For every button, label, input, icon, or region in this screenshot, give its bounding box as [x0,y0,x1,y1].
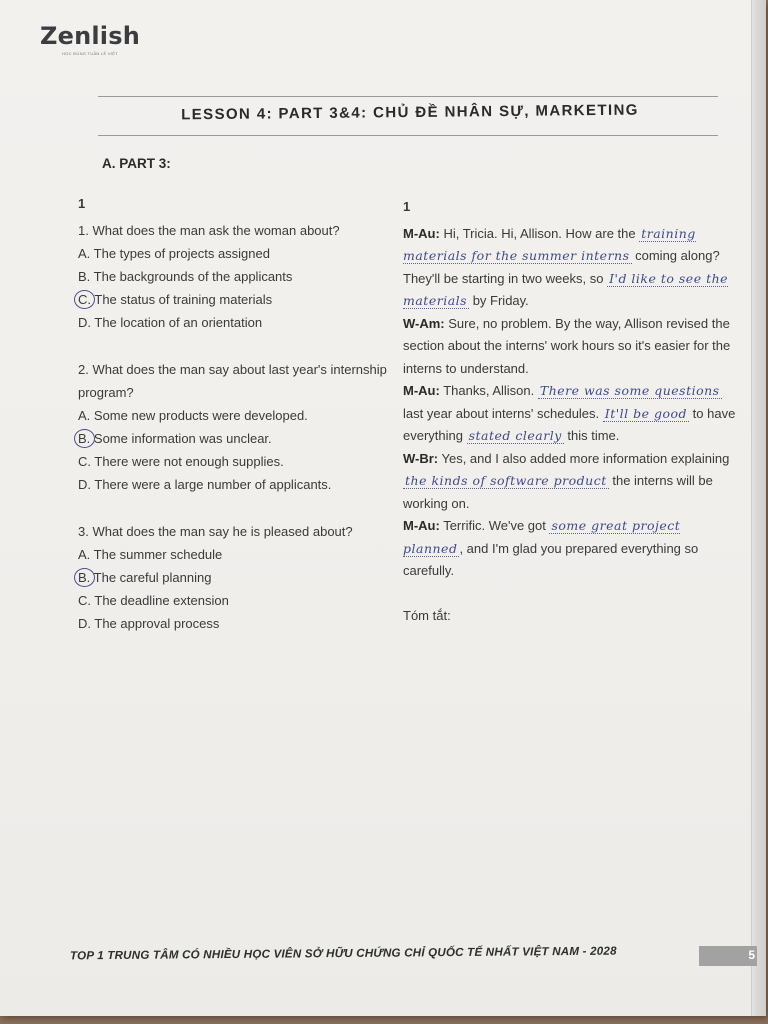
question-text: 2. What does the man say about last year's internship program? [78,362,387,400]
transcript-text: coming along? They'll be starting in two weeks, so [403,248,720,286]
answer-option-marked [78,566,396,589]
transcript-text: to have everything [403,405,736,443]
handwritten-answer: It'll be good [604,405,688,421]
brand-logo: Zenlish [40,22,140,50]
speaker-label: M-Au: [403,225,440,241]
transcript-paragraph [403,448,743,516]
question-set-number: 1 [78,196,86,211]
answer-option-label: C. The status of training materials [78,292,273,307]
summary-label: Tóm tắt: [403,607,451,623]
answer-option-marked [78,427,396,450]
handwritten-answer: There was some questions [539,383,720,398]
transcript-column [403,196,743,627]
transcript-text: Hi, Tricia. Hi, Allison. How are the [439,225,640,241]
transcript-text: last year about interns' schedules. [403,405,603,421]
answer-option: A. The summer schedule [78,547,223,562]
answer-circle-mark [74,290,95,309]
transcript-text: , and I'm glad you prepared everything so carefully. [403,540,699,578]
lesson-title: LESSON 4: PART 3&4: CHỦ ĐỀ NHÂN SỰ, MARKETING [181,101,639,124]
page-number: 5 [748,948,755,962]
transcript-text: by Friday. [469,293,529,308]
questions-column [78,192,396,635]
answer-option: C. There were not enough supplies. [78,454,284,469]
question-block [78,520,396,635]
handwritten-answer: training materials for the summer interns [403,225,696,263]
question-block [78,219,396,334]
question-block [78,358,396,496]
answer-option-marked [78,288,396,311]
footer-page-bar [699,946,757,966]
answer-option: D. The location of an orientation [78,315,263,330]
answer-option: D. There were a large number of applicants. [78,477,332,492]
title-rule-bottom [98,135,718,136]
question-gap [78,496,396,520]
transcript-paragraph [403,313,743,381]
answer-option: D. The approval process [78,616,220,631]
transcript-text: Yes, and I also added more information explaining [438,450,730,466]
page-edge [751,0,766,1016]
handwritten-answer: stated clearly [468,428,562,443]
answer-circle-mark [74,429,95,448]
question-text: 1. What does the man ask the woman about? [78,223,340,238]
answer-option-label: B. The careful planning [78,570,212,585]
answer-circle-mark [74,568,95,587]
footer-slogan: TOP 1 TRUNG TÂM CÓ NHIỀU HỌC VIÊN SỞ HỮU CHỨNG CHỈ QUỐC TẾ NHẤT VIỆT NAM - 2028 [69,944,617,963]
answer-option: A. Some new products were developed. [78,408,308,423]
speaker-label: W-Am: [403,315,445,331]
answer-option: C. The deadline extension [78,593,229,608]
speaker-label: W-Br: [403,450,439,466]
question-text: 3. What does the man say he is pleased about? [78,524,353,539]
transcript-text: Terrific. We've got [439,518,550,533]
title-rule-top [98,96,718,97]
speaker-label: M-Au: [403,518,440,533]
answer-option-label: B. Some information was unclear. [78,431,272,446]
answer-option: B. The backgrounds of the applicants [78,269,293,284]
brand-tagline: HỌC ĐÚNG TUẦN LỄ VIỆT [62,51,119,56]
transcript-text: the interns will be working on. [403,473,713,511]
section-heading: A. PART 3: [102,156,171,171]
speaker-label: M-Au: [403,383,440,398]
question-gap [78,334,396,358]
handwritten-answer: the kinds of software product [405,473,607,488]
transcript-text: Sure, no problem. By the way, Allison revised the section about the interns' work hours so it's easier for the interns to understand. [403,315,731,376]
transcript-paragraph [403,515,743,583]
transcript-text: this time. [563,428,620,443]
handwritten-answer: some great project planned [403,518,681,556]
answer-option: A. The types of projects assigned [78,246,270,261]
transcript-paragraph [403,223,743,313]
handwritten-answer: I'd like to see the materials [403,270,729,308]
transcript-number: 1 [403,199,411,214]
transcript-text: Thanks, Allison. [439,383,538,398]
transcript-paragraph [403,380,743,448]
